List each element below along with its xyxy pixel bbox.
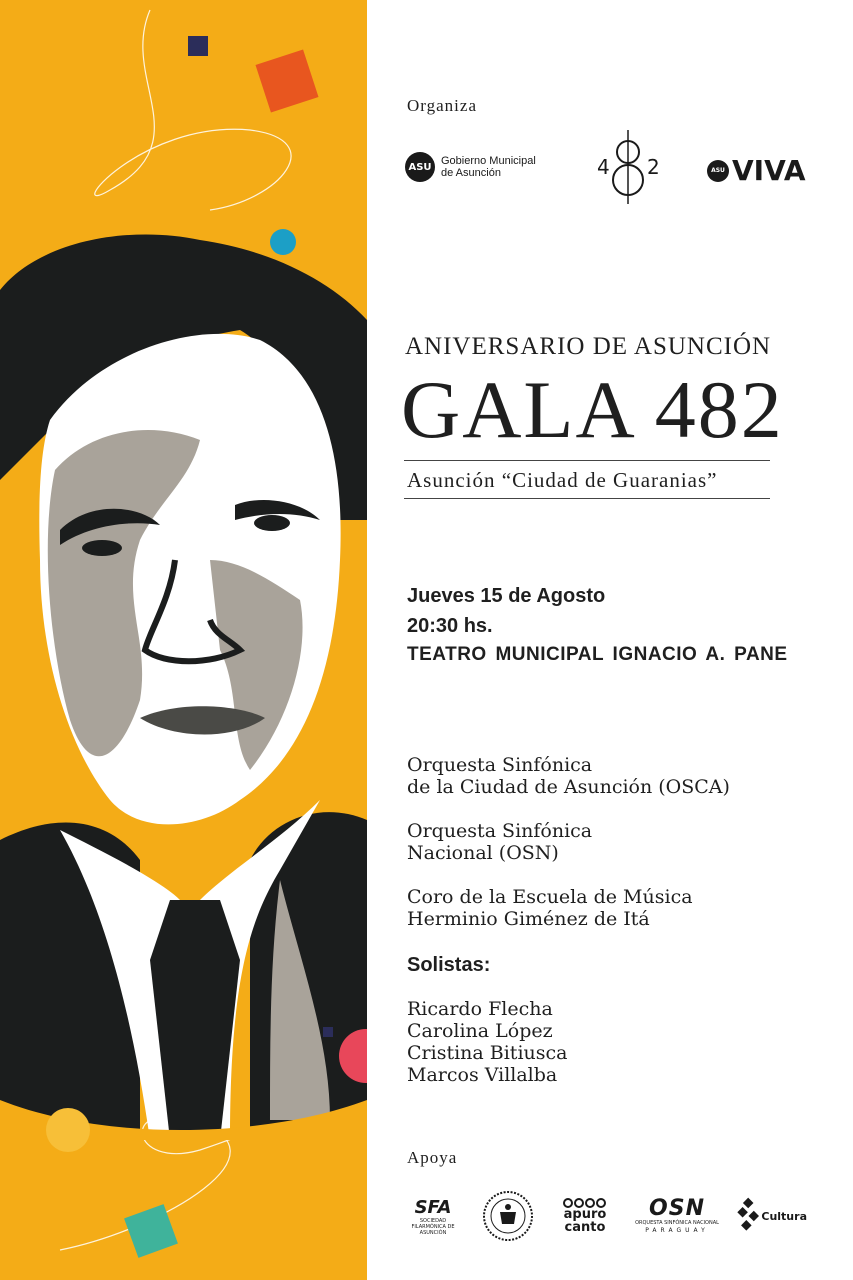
viva-badge: ASU: [707, 160, 729, 182]
soloist-name: Cristina Bitiusca: [407, 1042, 568, 1064]
portrait-illustration: [0, 0, 367, 1280]
blue-dot-decoration: [270, 229, 296, 255]
asu-government-logo: [405, 152, 536, 182]
performer-line: Herminio Giménez de Itá: [407, 908, 650, 930]
divider-top: [404, 460, 770, 461]
svg-text:2: 2: [647, 155, 660, 179]
cultura-logo-text: Cultura: [761, 1209, 807, 1223]
soloist-name: Ricardo Flecha: [407, 998, 553, 1020]
cultura-logo: [737, 1190, 807, 1242]
performer-line: de la Ciudad de Asunción (OSCA): [407, 776, 730, 798]
soloists-heading: Solistas:: [407, 954, 491, 976]
event-title: GALA 482: [401, 364, 784, 455]
yellow-dot-decoration: [46, 1108, 90, 1152]
asu-logo-text: [441, 155, 536, 179]
svg-text:4: 4: [597, 155, 610, 179]
performer-line: Orquesta Sinfónica: [407, 754, 593, 776]
soloist-name: Carolina López: [407, 1020, 553, 1042]
organiza-label: Organiza: [407, 96, 477, 115]
osn-logo-sub: ORQUESTA SINFÓNICA NACIONAL: [635, 1219, 719, 1226]
asu-badge: ASU: [405, 152, 435, 182]
seal-logo: [481, 1190, 535, 1242]
sfa-logo: [403, 1190, 463, 1242]
apuro-canto-text: apuro canto: [563, 1207, 607, 1235]
osn-logo-country: PARAGUAY: [645, 1226, 709, 1234]
asu-logo-line1: Gobierno Municipal: [441, 155, 536, 167]
event-time: 20:30 hs.: [407, 615, 493, 637]
apuro-canto-logo: [557, 1190, 613, 1242]
performer-line: Orquesta Sinfónica: [407, 820, 593, 842]
viva-text: VIVA: [732, 154, 806, 187]
performer-line: Coro de la Escuela de Música: [407, 886, 693, 908]
event-date: Jueves 15 de Agosto: [407, 585, 606, 607]
soloist-name: Marcos Villalba: [407, 1064, 558, 1086]
navy-small-square-decoration: [323, 1027, 333, 1037]
event-tagline: Asunción “Ciudad de Guaranias”: [407, 468, 718, 492]
logo-482-icon: [595, 128, 665, 206]
performer-line: Nacional (OSN): [407, 842, 559, 864]
seal-icon: [482, 1190, 534, 1242]
info-panel: [367, 0, 853, 1280]
cultura-icon: [737, 1196, 759, 1236]
osn-logo-text: OSN: [649, 1195, 705, 1221]
osn-logo: [635, 1190, 719, 1242]
divider-bottom: [404, 498, 770, 499]
event-venue: TEATRO MUNICIPAL IGNACIO A. PANE: [407, 644, 788, 665]
sfa-logo-sub: SOCIEDAD FILARMÓNICA DE ASUNCIÓN: [411, 1217, 455, 1236]
sfa-logo-text: SFA: [414, 1196, 452, 1218]
asu-logo-line2: de Asunción: [441, 167, 501, 179]
navy-square-decoration: [188, 36, 208, 56]
asu-viva-logo: [707, 154, 806, 187]
apoya-label: Apoya: [407, 1148, 458, 1167]
event-subtitle: ANIVERSARIO DE ASUNCIÓN: [405, 333, 772, 360]
